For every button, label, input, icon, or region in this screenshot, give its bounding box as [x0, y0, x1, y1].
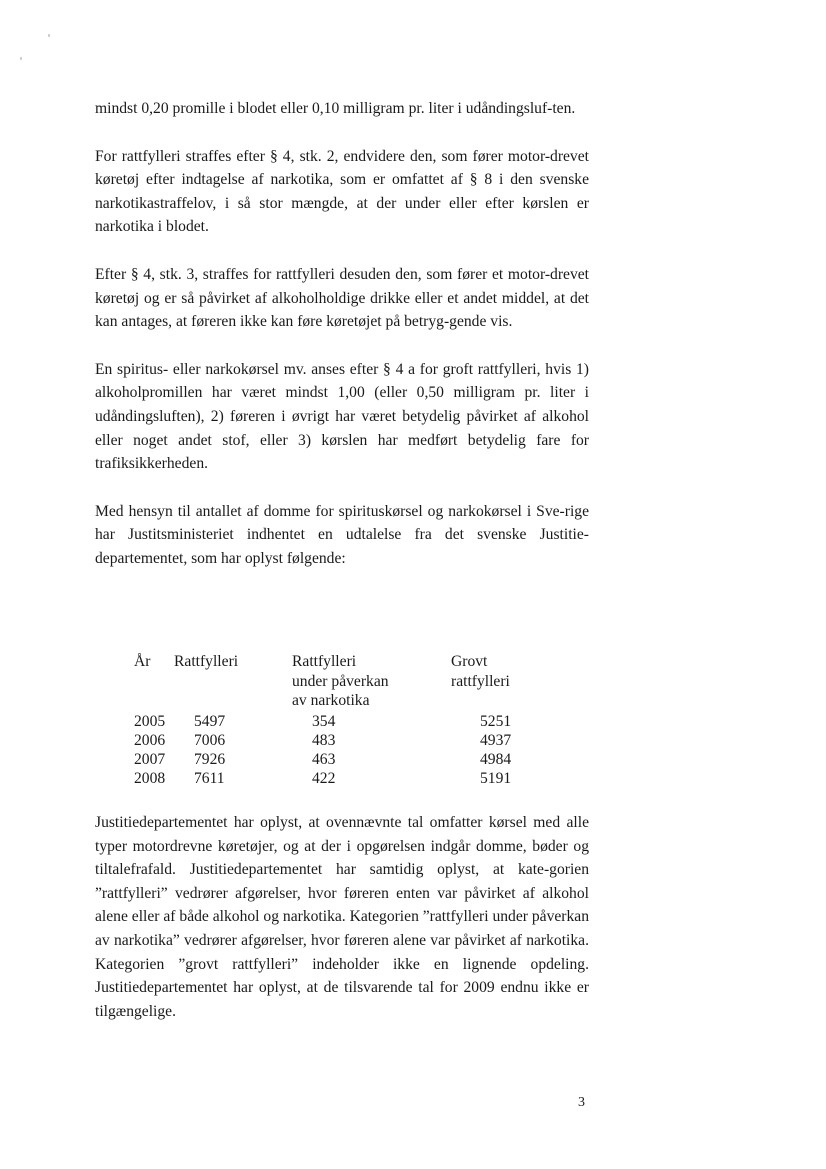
table-row: [134, 769, 534, 789]
cell-narkotika: 483: [312, 732, 336, 749]
cell-grovt: 4984: [480, 751, 512, 768]
cell-grovt: 5191: [480, 770, 512, 787]
cell-rattfylleri: 7006: [194, 732, 226, 749]
document-body: [95, 97, 589, 571]
cell-rattfylleri: 7926: [194, 751, 226, 768]
table-header-rattfylleri: Rattfylleri: [174, 653, 239, 670]
paragraph: Efter § 4, stk. 3, straffes for rattfylleri desuden den, som fører et motor-drevet køretøj og er så påvirket af alkoholholdige drikke eller et andet middel, at det kan antages, at føreren ikke kan føre køretøjet på betryg-gende vis.: [95, 265, 589, 331]
cell-year: 2005: [134, 713, 166, 730]
paragraph: For rattfylleri straffes efter § 4, stk. 2, endvidere den, som fører motor-drevet køretøj efter indtagelse af narkotika, som er omfattet af § 8 i den svenske narkotikastraffelov, i så stor mængde, at der under eller efter kørslen er narkotika i blodet.: [95, 147, 589, 236]
table-header-year: År: [134, 653, 151, 670]
cell-narkotika: 463: [312, 751, 336, 768]
header-line: Rattfylleri: [292, 653, 357, 670]
scan-speck: [48, 34, 50, 37]
cell-year: 2006: [134, 732, 166, 749]
header-line: Grovt: [451, 653, 488, 670]
paragraph: Med hensyn til antallet af domme for spirituskørsel og narkokørsel i Sve-rige har Justitsministeriet indhentet en udtalelse fra det svenske Justitie-departementet, som har oplyst følgende:: [95, 502, 589, 567]
cell-grovt: 4937: [480, 732, 512, 749]
cell-grovt: 5251: [480, 713, 512, 730]
table-row: [134, 731, 534, 751]
scan-speck: [20, 57, 22, 60]
header-line: rattfylleri: [451, 672, 510, 690]
table-row: [134, 750, 534, 770]
cell-rattfylleri: 7611: [194, 770, 225, 787]
cell-year: 2007: [134, 751, 166, 768]
table-header-narkotika: [292, 652, 402, 711]
header-line: av narkotika: [292, 692, 370, 709]
paragraph: Justitiedepartementet har oplyst, at ovennævnte tal omfatter kørsel med alle typer motordrevne køretøjer, og at der i opgørelsen indgår domme, bøder og tiltalefrafald. Justitiedepartementet har samtidig oplyst, at kate-gorien ”rattfylleri” vedrører afgørelser, hvor føreren enten var påvirket af alkohol alene eller af både alkohol og narkotika. Kategorien ”rattfylleri under påverkan av narkotika” vedrører afgørelser, hvor føreren alene var påvirket af narkotika. Kategorien ”grovt rattfylleri” indeholder ikke en lignende opdeling. Justitiedepartementet har oplyst, at de tilsvarende tal for 2009 endnu ikke er tilgængelige.: [95, 814, 590, 1020]
cell-rattfylleri: 5497: [194, 713, 226, 730]
paragraph: En spiritus- eller narkokørsel mv. anses efter § 4 a for groft rattfylleri, hvis 1) alkoholpromillen har været mindst 1,00 (eller 0,50 milligram pr. liter i udåndingsluften), 2) føreren i øvrigt har været betydelig påvirket af alkohol eller noget andet stof, eller 3) kørslen har medført betydelig fare for trafiksikkerheden.: [95, 360, 589, 473]
header-line: under påverkan: [292, 672, 389, 690]
page-number: 3: [578, 1095, 585, 1110]
closing-section: [95, 811, 589, 1023]
paragraph: mindst 0,20 promille i blodet eller 0,10 milligram pr. liter i udåndingsluf-ten.: [95, 100, 576, 117]
cell-year: 2008: [134, 770, 166, 787]
table-row: [134, 712, 534, 732]
cell-narkotika: 354: [312, 713, 336, 730]
table-header-grovt: [451, 652, 531, 691]
cell-narkotika: 422: [312, 770, 336, 787]
